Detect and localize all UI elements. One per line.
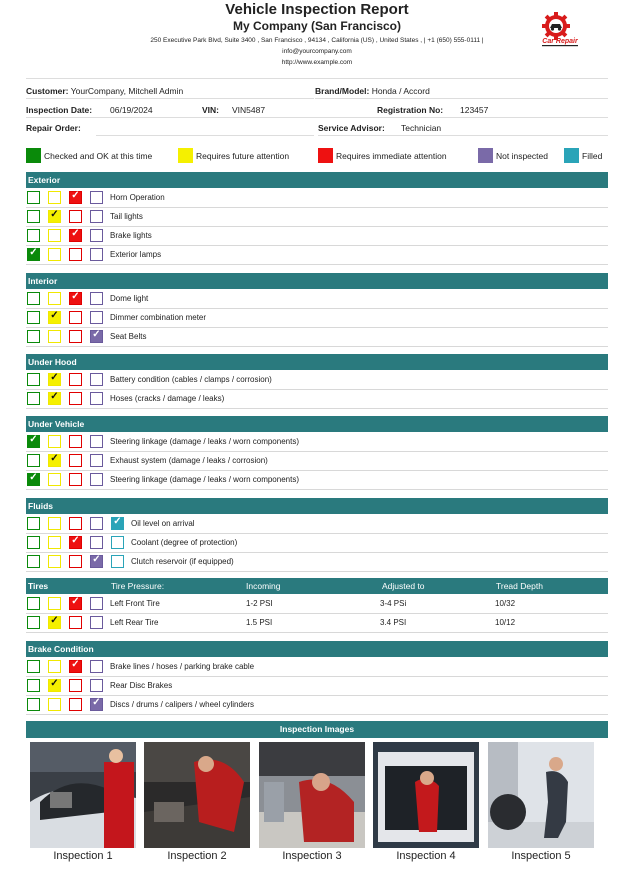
filled-checkbox[interactable] xyxy=(111,555,124,568)
not-inspected-checkbox[interactable] xyxy=(90,473,103,486)
ok-checkbox[interactable] xyxy=(27,597,40,610)
not-inspected-checkbox[interactable] xyxy=(90,679,103,692)
section-header xyxy=(26,354,608,370)
date-label: Inspection Date: xyxy=(26,105,93,115)
immediate-attention-checkbox[interactable] xyxy=(69,210,82,223)
legend-swatch xyxy=(178,148,193,163)
website-line: http://www.example.com xyxy=(281,59,353,66)
inspection-row xyxy=(26,308,608,328)
section-title: Exterior xyxy=(28,175,61,185)
divider xyxy=(26,98,314,99)
future-attention-checkbox[interactable] xyxy=(48,191,61,204)
inspection-row xyxy=(26,676,608,696)
ok-checkbox[interactable] xyxy=(27,330,40,343)
inspection-item-label: Tail lights xyxy=(110,212,143,221)
future-attention-checkbox[interactable] xyxy=(48,311,61,324)
legend-item: Not inspected xyxy=(478,148,548,163)
tire-column-header: Tire Pressure: xyxy=(111,581,165,591)
inspection-row xyxy=(26,207,608,227)
check-icon: ✓ xyxy=(50,615,59,626)
inspection-row xyxy=(26,226,608,246)
section-header xyxy=(26,273,608,289)
not-inspected-checkbox[interactable] xyxy=(90,373,103,386)
inspection-row xyxy=(26,657,608,677)
inspection-item-label: Clutch reservoir (if equipped) xyxy=(131,557,234,566)
inspection-row xyxy=(26,514,608,534)
inspection-item-label: Dome light xyxy=(110,294,149,303)
ok-checkbox[interactable] xyxy=(27,517,40,530)
legend-swatch xyxy=(564,148,579,163)
advisor-label: Service Advisor: xyxy=(318,123,385,133)
ok-checkbox[interactable] xyxy=(27,679,40,692)
future-attention-checkbox[interactable] xyxy=(48,454,61,467)
customer-value: YourCompany, Mitchell Admin xyxy=(70,86,184,96)
customer-label: Customer: xyxy=(26,86,69,96)
tire-tread-value: 10/32 xyxy=(495,599,516,608)
check-icon: ✓ xyxy=(71,291,80,302)
ok-checkbox[interactable] xyxy=(27,473,40,486)
immediate-attention-checkbox[interactable] xyxy=(69,660,82,673)
future-attention-checkbox[interactable] xyxy=(48,679,61,692)
check-icon: ✓ xyxy=(50,310,59,321)
check-icon: ✓ xyxy=(113,516,122,527)
check-icon: ✓ xyxy=(29,434,38,445)
ok-checkbox[interactable] xyxy=(27,292,40,305)
ok-checkbox[interactable] xyxy=(27,698,40,711)
inspection-row xyxy=(26,470,608,490)
filled-checkbox[interactable] xyxy=(111,517,124,530)
not-inspected-checkbox[interactable] xyxy=(90,597,103,610)
report-title: Vehicle Inspection Report xyxy=(225,1,409,18)
inspection-item-label: Steering linkage (damage / leaks / worn components) xyxy=(110,475,299,484)
future-attention-checkbox[interactable] xyxy=(48,473,61,486)
inspection-row xyxy=(26,188,608,208)
repair-order-label: Repair Order: xyxy=(26,123,81,133)
not-inspected-checkbox[interactable] xyxy=(90,616,103,629)
customer-field xyxy=(26,86,183,96)
photo-caption-2: Inspection 2 xyxy=(167,850,227,862)
future-attention-checkbox[interactable] xyxy=(48,435,61,448)
inspection-item-label: Rear Disc Brakes xyxy=(110,681,173,690)
check-icon: ✓ xyxy=(92,697,101,708)
section-title: Brake Condition xyxy=(28,644,94,654)
section-header xyxy=(26,498,608,514)
section-title: Under Vehicle xyxy=(28,419,85,429)
section-header xyxy=(26,641,608,657)
inspection-item-label: Left Rear Tire xyxy=(110,618,159,627)
section-title: Interior xyxy=(28,276,58,286)
ok-checkbox[interactable] xyxy=(27,210,40,223)
check-icon: ✓ xyxy=(71,535,80,546)
divider xyxy=(26,78,608,79)
check-icon: ✓ xyxy=(71,659,80,670)
not-inspected-checkbox[interactable] xyxy=(90,191,103,204)
legend-swatch xyxy=(318,148,333,163)
repair-order-field xyxy=(26,123,81,133)
immediate-attention-checkbox[interactable] xyxy=(69,679,82,692)
not-inspected-checkbox[interactable] xyxy=(90,392,103,405)
tire-tread-value: 10/12 xyxy=(495,618,516,627)
ok-checkbox[interactable] xyxy=(27,435,40,448)
company-name: My Company (San Francisco) xyxy=(232,19,402,33)
check-icon: ✓ xyxy=(29,472,38,483)
immediate-attention-checkbox[interactable] xyxy=(69,616,82,629)
inspection-item-label: Exterior lamps xyxy=(110,250,162,259)
photo-caption-1: Inspection 1 xyxy=(53,850,113,862)
future-attention-checkbox[interactable] xyxy=(48,292,61,305)
car-repair-logo xyxy=(536,12,584,50)
inspection-photo-2[interactable] xyxy=(144,742,250,848)
inspection-item-label: Exhaust system (damage / leaks / corrosion) xyxy=(110,456,268,465)
not-inspected-checkbox[interactable] xyxy=(90,311,103,324)
reg-value: 123457 xyxy=(460,105,489,115)
inspection-row xyxy=(26,289,608,309)
tire-column-header: Adjusted to xyxy=(382,581,425,591)
check-icon: ✓ xyxy=(50,391,59,402)
ok-checkbox[interactable] xyxy=(27,191,40,204)
inspection-row xyxy=(26,432,608,452)
immediate-attention-checkbox[interactable] xyxy=(69,292,82,305)
inspection-row xyxy=(26,327,608,347)
not-inspected-checkbox[interactable] xyxy=(90,555,103,568)
divider xyxy=(96,135,314,136)
future-attention-checkbox[interactable] xyxy=(48,210,61,223)
divider xyxy=(315,98,608,99)
immediate-attention-checkbox[interactable] xyxy=(69,555,82,568)
immediate-attention-checkbox[interactable] xyxy=(69,392,82,405)
immediate-attention-checkbox[interactable] xyxy=(69,435,82,448)
immediate-attention-checkbox[interactable] xyxy=(69,373,82,386)
immediate-attention-checkbox[interactable] xyxy=(69,330,82,343)
inspection-item-label: Battery condition (cables / clamps / corrosion) xyxy=(110,375,272,384)
reg-label: Registration No: xyxy=(377,105,444,115)
future-attention-checkbox[interactable] xyxy=(48,698,61,711)
future-attention-checkbox[interactable] xyxy=(48,229,61,242)
ok-checkbox[interactable] xyxy=(27,311,40,324)
check-icon: ✓ xyxy=(50,209,59,220)
tire-adjusted-value: 3-4 PSi xyxy=(380,599,407,608)
inspection-row xyxy=(26,389,608,409)
not-inspected-checkbox[interactable] xyxy=(90,229,103,242)
brand-field xyxy=(315,86,430,96)
ok-checkbox[interactable] xyxy=(27,616,40,629)
not-inspected-checkbox[interactable] xyxy=(90,248,103,261)
ok-checkbox[interactable] xyxy=(27,454,40,467)
inspection-item-label: Oil level on arrival xyxy=(131,519,195,528)
inspection-row xyxy=(26,245,608,265)
not-inspected-checkbox[interactable] xyxy=(90,330,103,343)
inspection-item-label: Discs / drums / calipers / wheel cylinders xyxy=(110,700,255,709)
future-attention-checkbox[interactable] xyxy=(48,616,61,629)
divider xyxy=(318,135,608,136)
check-icon: ✓ xyxy=(92,554,101,565)
check-icon: ✓ xyxy=(50,453,59,464)
future-attention-checkbox[interactable] xyxy=(48,392,61,405)
inspection-row xyxy=(26,370,608,390)
section-header xyxy=(26,578,608,594)
immediate-attention-checkbox[interactable] xyxy=(69,473,82,486)
future-attention-checkbox[interactable] xyxy=(48,660,61,673)
check-icon: ✓ xyxy=(50,372,59,383)
future-attention-checkbox[interactable] xyxy=(48,248,61,261)
not-inspected-checkbox[interactable] xyxy=(90,454,103,467)
photo-caption-5: Inspection 5 xyxy=(511,850,571,862)
ok-checkbox[interactable] xyxy=(27,373,40,386)
future-attention-checkbox[interactable] xyxy=(48,597,61,610)
legend-item: Requires immediate attention xyxy=(318,148,447,163)
immediate-attention-checkbox[interactable] xyxy=(69,191,82,204)
divider xyxy=(26,117,608,118)
inspection-item-label: Brake lines / hoses / parking brake cable xyxy=(110,662,255,671)
ok-checkbox[interactable] xyxy=(27,392,40,405)
vin-label: VIN: xyxy=(202,105,219,115)
tire-adjusted-value: 3.4 PSI xyxy=(380,618,407,627)
ok-checkbox[interactable] xyxy=(27,555,40,568)
advisor-value: Technician xyxy=(401,123,442,133)
legend-item: Filled xyxy=(564,148,602,163)
future-attention-checkbox[interactable] xyxy=(48,536,61,549)
inspection-row xyxy=(26,451,608,471)
vin-value: VIN5487 xyxy=(232,105,266,115)
inspection-item-label: Coolant (degree of protection) xyxy=(131,538,238,547)
inspection-photo-4[interactable] xyxy=(373,742,479,848)
future-attention-checkbox[interactable] xyxy=(48,373,61,386)
inspection-item-label: Steering linkage (damage / leaks / worn components) xyxy=(110,437,299,446)
legend-swatch xyxy=(26,148,41,163)
tire-incoming-value: 1-2 PSI xyxy=(246,599,273,608)
future-attention-checkbox[interactable] xyxy=(48,555,61,568)
tire-column-header: Tread Depth xyxy=(496,581,543,591)
section-header xyxy=(26,172,608,188)
inspection-photo-5[interactable] xyxy=(488,742,594,848)
not-inspected-checkbox[interactable] xyxy=(90,292,103,305)
inspection-photo-1[interactable] xyxy=(30,742,136,848)
inspection-item-label: Dimmer combination meter xyxy=(110,313,207,322)
email-line: info@yourcompany.com xyxy=(282,48,352,55)
immediate-attention-checkbox[interactable] xyxy=(69,597,82,610)
not-inspected-checkbox[interactable] xyxy=(90,698,103,711)
not-inspected-checkbox[interactable] xyxy=(90,660,103,673)
future-attention-checkbox[interactable] xyxy=(48,517,61,530)
legend-item: Checked and OK at this time xyxy=(26,148,152,163)
immediate-attention-checkbox[interactable] xyxy=(69,698,82,711)
immediate-attention-checkbox[interactable] xyxy=(69,229,82,242)
brand-value: Honda / Accord xyxy=(371,86,430,96)
inspection-item-label: Seat Belts xyxy=(110,332,147,341)
ok-checkbox[interactable] xyxy=(27,536,40,549)
brand-label: Brand/Model: xyxy=(315,86,370,96)
inspection-item-label: Left Front Tire xyxy=(110,599,160,608)
immediate-attention-checkbox[interactable] xyxy=(69,536,82,549)
inspection-row xyxy=(26,594,608,614)
inspection-photo-3[interactable] xyxy=(259,742,365,848)
legend-item: Requires future attention xyxy=(178,148,289,163)
tire-incoming-value: 1.5 PSI xyxy=(246,618,273,627)
inspection-row xyxy=(26,533,608,553)
check-icon: ✓ xyxy=(50,678,59,689)
not-inspected-checkbox[interactable] xyxy=(90,536,103,549)
inspection-row xyxy=(26,552,608,572)
ok-checkbox[interactable] xyxy=(27,248,40,261)
inspection-row xyxy=(26,695,608,715)
tire-column-header: Incoming xyxy=(246,581,281,591)
check-icon: ✓ xyxy=(71,190,80,201)
not-inspected-checkbox[interactable] xyxy=(90,435,103,448)
date-field xyxy=(26,105,92,115)
address-line: 250 Executive Park Blvd, Suite 3400 , San Francisco , 94134 , California (US) , United States , | +1 (650) 555-0111 | xyxy=(150,37,484,44)
check-icon: ✓ xyxy=(71,228,80,239)
inspection-item-label: Hoses (cracks / damage / leaks) xyxy=(110,394,225,403)
section-title: Tires xyxy=(28,581,49,591)
date-value: 06/19/2024 xyxy=(110,105,153,115)
check-icon: ✓ xyxy=(29,247,38,258)
ok-checkbox[interactable] xyxy=(27,660,40,673)
check-icon: ✓ xyxy=(71,596,80,607)
immediate-attention-checkbox[interactable] xyxy=(69,248,82,261)
photo-caption-4: Inspection 4 xyxy=(396,850,456,862)
check-icon: ✓ xyxy=(92,329,101,340)
immediate-attention-checkbox[interactable] xyxy=(69,517,82,530)
section-title: Fluids xyxy=(28,501,54,511)
inspection-images-header: Inspection Images xyxy=(26,721,608,738)
not-inspected-checkbox[interactable] xyxy=(90,210,103,223)
filled-checkbox[interactable] xyxy=(111,536,124,549)
ok-checkbox[interactable] xyxy=(27,229,40,242)
section-header xyxy=(26,416,608,432)
section-title: Under Hood xyxy=(28,357,77,367)
logo-text: Car Repair xyxy=(542,38,578,45)
not-inspected-checkbox[interactable] xyxy=(90,517,103,530)
inspection-item-label: Horn Operation xyxy=(110,193,165,202)
immediate-attention-checkbox[interactable] xyxy=(69,454,82,467)
inspection-item-label: Brake lights xyxy=(110,231,152,240)
immediate-attention-checkbox[interactable] xyxy=(69,311,82,324)
future-attention-checkbox[interactable] xyxy=(48,330,61,343)
legend-swatch xyxy=(478,148,493,163)
photo-caption-3: Inspection 3 xyxy=(282,850,342,862)
inspection-row xyxy=(26,613,608,633)
